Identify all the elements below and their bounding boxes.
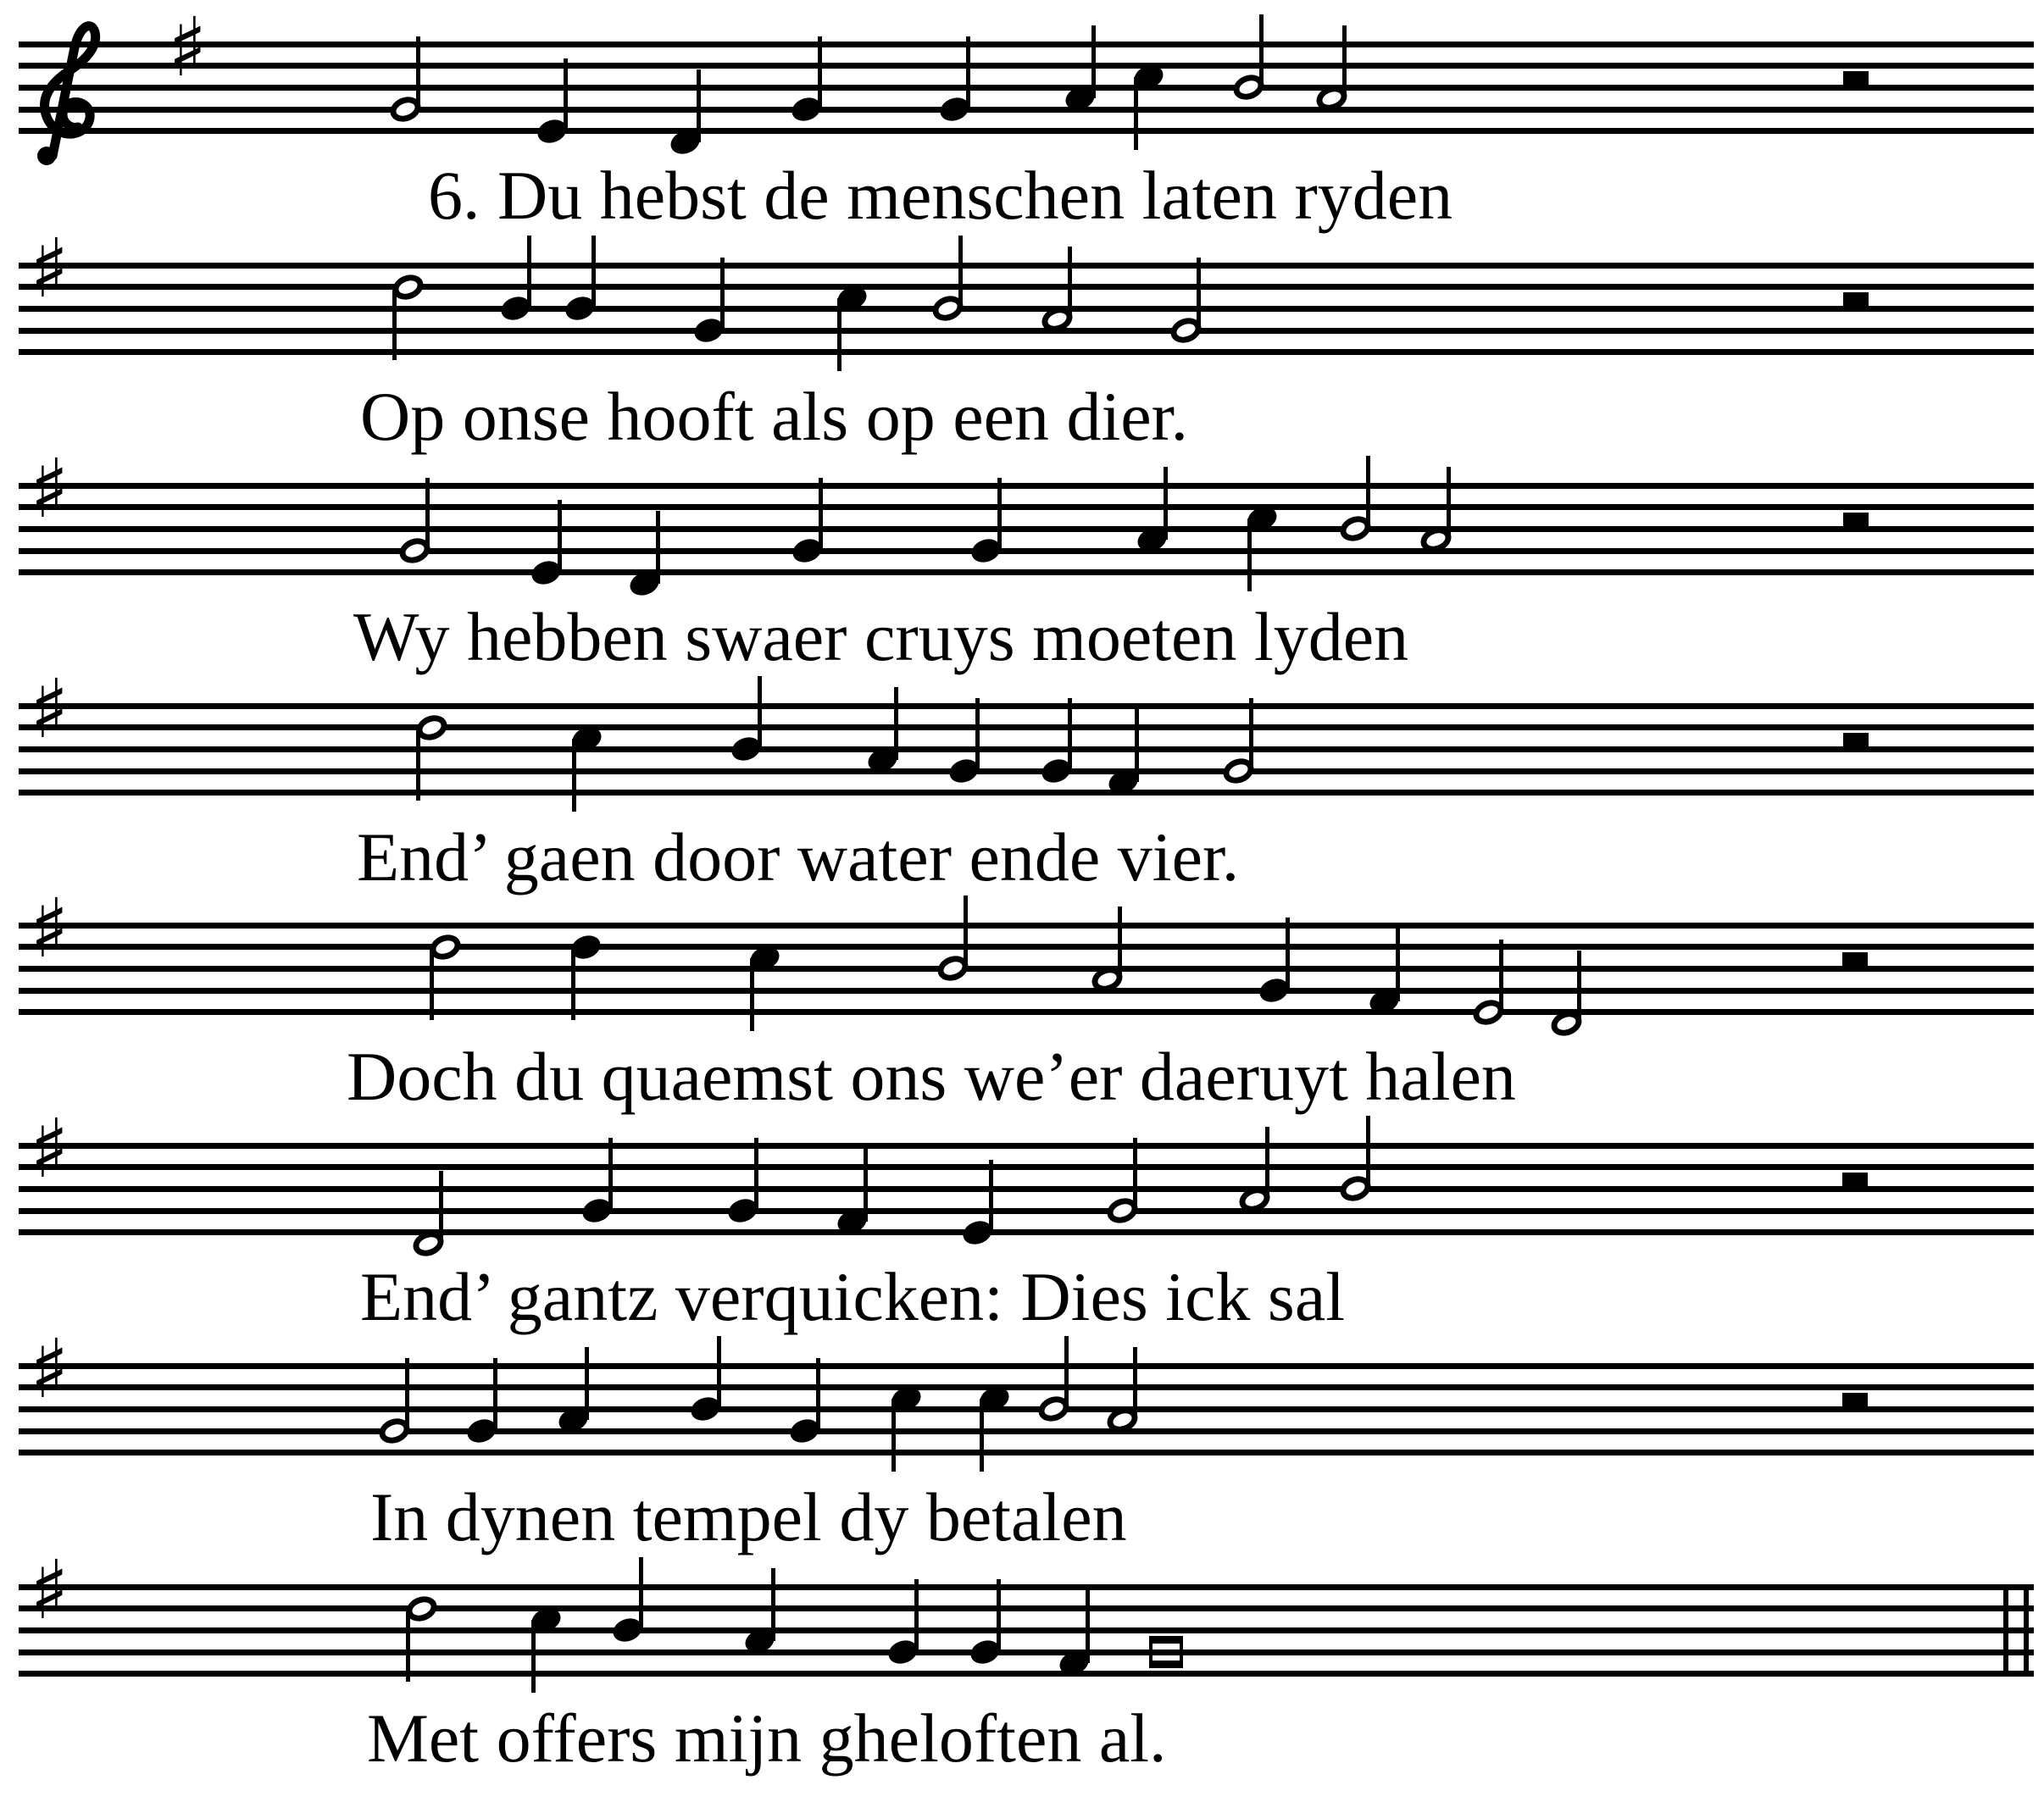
lyric-line: Met offers mijn gheloften al. bbox=[367, 1699, 1167, 1777]
note-stem bbox=[1259, 14, 1264, 87]
staff-line bbox=[19, 263, 2034, 269]
note-stem bbox=[430, 947, 434, 1020]
note-stem bbox=[997, 1579, 1001, 1652]
note-stem bbox=[592, 236, 596, 308]
staff-line bbox=[19, 966, 2034, 972]
note-stem bbox=[392, 287, 397, 360]
key-signature-sharp: ♯ bbox=[30, 1322, 69, 1417]
note-stem bbox=[1265, 1127, 1269, 1200]
note-stem bbox=[964, 895, 968, 968]
note-stem bbox=[405, 1358, 409, 1431]
note-stem bbox=[656, 511, 660, 584]
note-stem bbox=[891, 1399, 896, 1472]
key-signature-sharp: ♯ bbox=[168, 0, 208, 95]
staff-line bbox=[19, 944, 2034, 950]
staff-line bbox=[19, 1450, 2034, 1455]
note-stem bbox=[1249, 698, 1253, 771]
staff-line bbox=[19, 1406, 2034, 1412]
note-stem bbox=[720, 258, 725, 330]
staff-line bbox=[19, 1428, 2034, 1434]
note-stem bbox=[818, 36, 822, 109]
half-rest bbox=[1842, 952, 1868, 966]
note-stem bbox=[771, 1568, 775, 1641]
key-signature-sharp: ♯ bbox=[30, 881, 69, 976]
note-stem bbox=[416, 728, 420, 801]
note-stem bbox=[1286, 918, 1290, 990]
note-stem bbox=[1366, 456, 1370, 529]
lyric-line: Doch du quaemst ons we’er daeruyt halen bbox=[347, 1038, 1516, 1115]
note-stem bbox=[639, 1557, 643, 1630]
staff-line bbox=[19, 483, 2034, 489]
half-rest bbox=[1843, 513, 1869, 526]
note-stem bbox=[1164, 467, 1168, 540]
key-signature-sharp: ♯ bbox=[30, 221, 69, 316]
staff-line bbox=[19, 526, 2034, 532]
note-stem bbox=[914, 1579, 919, 1652]
staff-line bbox=[19, 724, 2034, 730]
note-stem bbox=[958, 236, 963, 308]
note-stem bbox=[571, 947, 575, 1020]
staff-line bbox=[19, 85, 2034, 91]
staff-line bbox=[19, 1384, 2034, 1390]
staff-line bbox=[19, 1164, 2034, 1170]
final-barline bbox=[2003, 1584, 2008, 1677]
staff-line bbox=[19, 790, 2034, 796]
lyric-line: End’ gaen door water ende vier. bbox=[357, 818, 1240, 895]
final-barline bbox=[2024, 1584, 2029, 1677]
lyric-line: Op onse hooft als op een dier. bbox=[360, 378, 1188, 455]
staff-line bbox=[19, 1605, 2034, 1611]
staff-line bbox=[19, 1363, 2034, 1369]
note-stem bbox=[1118, 907, 1122, 979]
note-stem bbox=[585, 1347, 589, 1420]
note-stem bbox=[1064, 1336, 1069, 1409]
half-rest bbox=[1843, 733, 1869, 746]
staff-line bbox=[19, 703, 2034, 709]
note-stem bbox=[1577, 951, 1581, 1023]
note-stem bbox=[1342, 25, 1347, 98]
note-stem bbox=[758, 676, 762, 749]
note-stem bbox=[406, 1609, 410, 1682]
half-rest bbox=[1842, 1393, 1868, 1406]
lyric-line: 6. Du hebst de menschen laten ryden bbox=[428, 157, 1453, 234]
half-rest bbox=[1843, 292, 1869, 306]
key-signature-sharp: ♯ bbox=[30, 441, 69, 536]
note-stem bbox=[1068, 698, 1072, 771]
staff-line bbox=[19, 63, 2034, 69]
staff-line bbox=[19, 504, 2034, 510]
note-stem bbox=[837, 298, 841, 371]
note-stem bbox=[819, 478, 823, 551]
staff-line bbox=[19, 107, 2034, 113]
staff-line bbox=[19, 328, 2034, 334]
staff-line bbox=[19, 569, 2034, 575]
lyric-line: Wy hebben swaer cruys moeten lyden bbox=[353, 598, 1409, 675]
note-stem bbox=[717, 1336, 721, 1409]
note-stem bbox=[1366, 1116, 1370, 1189]
note-stem bbox=[697, 69, 701, 142]
note-stem bbox=[1133, 1347, 1137, 1420]
lyric-line: In dynen tempel dy betalen bbox=[370, 1478, 1127, 1555]
note-stem bbox=[997, 478, 1002, 551]
staff-line bbox=[19, 42, 2034, 47]
note-stem bbox=[1197, 258, 1201, 330]
note-stem bbox=[1396, 929, 1400, 1001]
note-stem bbox=[1068, 247, 1072, 319]
staff-line bbox=[19, 1009, 2034, 1015]
staff-line bbox=[19, 1627, 2034, 1633]
note-stem bbox=[1134, 77, 1138, 150]
note-stem bbox=[966, 36, 970, 109]
half-rest bbox=[1842, 1173, 1868, 1186]
note-stem bbox=[1499, 940, 1503, 1012]
note-stem bbox=[439, 1171, 443, 1244]
staff-line bbox=[19, 349, 2034, 355]
staff-line bbox=[19, 768, 2034, 774]
note-stem bbox=[1133, 1138, 1137, 1211]
note-stem bbox=[527, 236, 531, 308]
key-signature-sharp: ♯ bbox=[30, 662, 69, 757]
note-stem bbox=[608, 1138, 613, 1211]
note-stem bbox=[425, 478, 430, 551]
staff-line bbox=[19, 1671, 2034, 1677]
staff-line bbox=[19, 306, 2034, 312]
note-stem bbox=[531, 1620, 536, 1693]
note-stem bbox=[754, 1138, 758, 1211]
note-stem bbox=[894, 687, 898, 760]
staff-line bbox=[19, 128, 2034, 134]
key-signature-sharp: ♯ bbox=[30, 1543, 69, 1638]
note-stem bbox=[989, 1160, 993, 1233]
note-stem bbox=[1447, 467, 1451, 540]
note-stem bbox=[816, 1358, 820, 1431]
note-stem bbox=[416, 36, 420, 109]
note-stem bbox=[750, 958, 754, 1031]
staff-line bbox=[19, 923, 2034, 929]
key-signature-sharp: ♯ bbox=[30, 1101, 69, 1196]
staff-line bbox=[19, 284, 2034, 290]
note-stem bbox=[564, 58, 568, 131]
note-stem bbox=[864, 1149, 868, 1222]
note-stem bbox=[558, 500, 562, 573]
staff-line bbox=[19, 1143, 2034, 1149]
staff-line bbox=[19, 746, 2034, 752]
staff-line bbox=[19, 1584, 2034, 1590]
note-stem bbox=[975, 698, 980, 771]
staff-line bbox=[19, 548, 2034, 554]
lyric-line: End’ gantz verquicken: Dies ick sal bbox=[360, 1258, 1346, 1335]
staff-line bbox=[19, 988, 2034, 994]
note-stem bbox=[1091, 25, 1096, 98]
note-stem bbox=[980, 1399, 984, 1472]
note-breve-G4 bbox=[1149, 1636, 1183, 1668]
staff-line bbox=[19, 1229, 2034, 1235]
note-stem bbox=[1247, 518, 1252, 591]
note-stem bbox=[1135, 709, 1139, 782]
half-rest bbox=[1843, 71, 1869, 85]
note-stem bbox=[572, 739, 576, 812]
staff-line bbox=[19, 1208, 2034, 1214]
staff-line bbox=[19, 1186, 2034, 1192]
treble-clef-icon bbox=[22, 10, 102, 169]
note-stem bbox=[1086, 1590, 1090, 1663]
staff-line bbox=[19, 1650, 2034, 1655]
note-stem bbox=[493, 1358, 497, 1431]
